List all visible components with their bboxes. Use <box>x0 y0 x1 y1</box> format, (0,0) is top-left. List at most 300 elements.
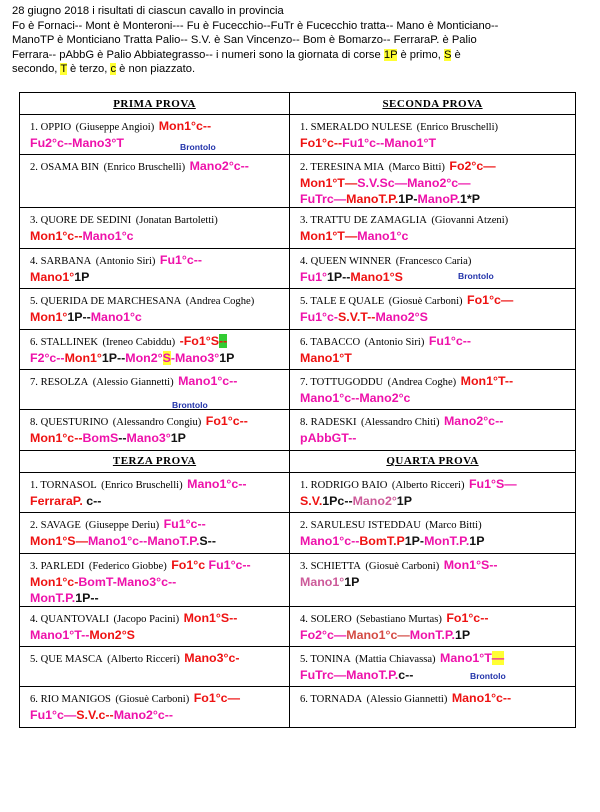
results-line <box>30 574 285 590</box>
results-line <box>300 350 571 366</box>
key-terzo-badge: T <box>60 63 67 75</box>
horse-name: 3. SCHIETTA <box>300 560 361 572</box>
result-token: Fo2°c— <box>449 159 496 174</box>
entry-first-line <box>300 609 571 627</box>
result-token: S <box>210 333 219 348</box>
jockey-name: (Alessio Giannetti) <box>92 376 174 388</box>
result-token: Fo1°c— <box>467 293 514 308</box>
result-token: Mon1° <box>64 350 102 365</box>
inline-results <box>164 517 206 531</box>
horse-name: 8. RADESKI <box>300 417 357 429</box>
table-row <box>20 329 576 369</box>
horse-name: 4. QUANTOVALI <box>30 613 110 625</box>
result-token: Fu1°S— <box>468 476 517 491</box>
result-token: S.V.Sc— <box>357 176 408 191</box>
result-token: 1P- <box>404 534 425 549</box>
key-primo-badge: 1P <box>383 48 398 61</box>
result-token: BomS <box>82 431 119 446</box>
table-row <box>20 289 576 329</box>
result-token: 1P <box>101 350 118 365</box>
entry-first-line <box>30 372 285 390</box>
results-line <box>300 390 571 406</box>
result-token: Mano3° <box>126 431 171 446</box>
entry-first-line <box>300 649 571 667</box>
result-token: Mon1°S— <box>30 534 88 549</box>
horse-entry <box>20 410 290 450</box>
horse-name: 2. OSAMA BIN <box>30 162 100 174</box>
horse-entry <box>20 289 290 329</box>
brontolo-tag: Brontolo <box>180 142 216 152</box>
result-token: ManoT.P. <box>147 534 200 549</box>
result-token: 1P <box>344 574 360 589</box>
inline-results <box>187 477 246 491</box>
table-row <box>20 513 576 553</box>
result-token: Mano1°T-- <box>30 627 90 642</box>
result-token: -- <box>82 310 91 325</box>
key-non-piazzato-text: è non piazzato. <box>116 63 196 75</box>
result-token: ManoT.P. <box>346 667 399 682</box>
horse-name: 1. SMERALDO NULESE <box>300 122 413 133</box>
horse-entry <box>20 553 290 606</box>
result-token: Mano1°c <box>357 229 409 244</box>
inline-results <box>178 374 237 388</box>
entry-first-line <box>300 515 571 533</box>
result-token: MonT.P. <box>30 590 76 605</box>
inline-results <box>444 558 498 572</box>
inline-results <box>469 477 517 491</box>
horse-name: 4. SOLERO <box>300 613 352 625</box>
result-token: Fu1°c— <box>30 708 77 723</box>
inline-results <box>184 651 239 665</box>
table-row <box>20 687 576 727</box>
entry-first-line <box>30 649 285 667</box>
horse-name: 1. TORNASOL <box>30 479 97 491</box>
results-line <box>30 627 285 643</box>
result-token: Fu1° <box>300 269 327 284</box>
horse-name: 7. TOTTUGODDU <box>300 376 384 388</box>
result-token: Mon2° <box>125 350 163 365</box>
result-token: Mano1°c <box>82 229 134 244</box>
result-token: -Mano3°c-- <box>112 574 177 589</box>
entry-first-line <box>30 515 285 533</box>
horse-entry <box>290 687 576 727</box>
jockey-name: (Enrico Bruschelli) <box>101 479 183 491</box>
jockey-name: (Giovanni Atzeni) <box>431 215 509 227</box>
horse-entry <box>20 606 290 646</box>
result-token: 1P <box>326 269 343 284</box>
inline-results <box>467 293 513 307</box>
result-token: 1P <box>170 431 186 446</box>
results-line <box>30 350 285 366</box>
entry-first-line <box>300 332 571 350</box>
heading-row-2 <box>20 450 576 472</box>
results-line <box>300 175 571 191</box>
horse-entry <box>20 513 290 553</box>
brontolo-tag: Brontolo <box>172 399 208 410</box>
jockey-name: (Giuseppe Deriu) <box>85 520 160 532</box>
horse-entry <box>290 289 576 329</box>
result-token: Mano1°c-- <box>451 691 512 706</box>
brontolo-tag: Brontolo <box>458 270 494 281</box>
results-line <box>30 430 285 446</box>
jockey-name: (Andrea Coghe) <box>185 296 255 308</box>
results-line <box>30 228 285 244</box>
result-token: Mano2°c <box>359 390 411 405</box>
header-legend <box>12 4 592 77</box>
result-token: S <box>162 350 171 365</box>
table-row <box>20 410 576 450</box>
result-token: S.V.c-- <box>76 708 114 723</box>
result-token: Mon2°S <box>89 627 135 642</box>
inline-results <box>171 558 250 572</box>
result-token: BomT.P <box>359 534 405 549</box>
horse-name: 5. TONINA <box>300 653 351 665</box>
heading-row-1 <box>20 93 576 115</box>
result-token: Mano1°c-- <box>187 476 247 491</box>
horse-name: 6. STALLINEK <box>30 336 99 348</box>
horse-entry <box>290 410 576 450</box>
horse-entry <box>290 513 576 553</box>
result-token: -- <box>218 333 228 348</box>
horse-name: 3. PARLEDI <box>30 560 85 572</box>
horse-entry <box>290 248 576 288</box>
result-token: 1P-- <box>75 590 99 605</box>
result-token: Mano1°T <box>384 136 437 150</box>
results-table <box>19 92 576 728</box>
inline-results <box>461 374 513 388</box>
results-line <box>300 135 571 151</box>
header-line-2: Fo è Fornaci-- Mont è Monteroni--- Fu è Fucecchio--FuTr è Fucecchio tratta-- Mano è Monticiano-- <box>12 19 499 32</box>
jockey-name: (Ireneo Cabiddu) <box>102 336 176 348</box>
horse-name: 6. RIO MANIGOS <box>30 694 111 706</box>
result-token: Mon1° <box>30 310 68 325</box>
entry-first-line <box>30 157 285 175</box>
results-line <box>300 533 571 549</box>
results-line <box>300 191 571 207</box>
entry-first-line <box>300 412 571 430</box>
result-token: — <box>491 650 505 665</box>
key-non-piazzato-badge: c <box>110 63 117 75</box>
jockey-name: (Jonatan Bartoletti) <box>135 215 218 227</box>
result-token: ManoT.P. <box>346 192 399 207</box>
results-line <box>300 269 571 285</box>
entry-first-line <box>30 475 285 493</box>
inline-results <box>184 611 238 625</box>
result-token: 1P <box>454 627 471 642</box>
entry-first-line <box>300 372 571 390</box>
jockey-name: (Giosuè Carboni) <box>115 694 190 706</box>
result-token: Fo1°c-- <box>300 136 343 150</box>
horse-entry <box>290 553 576 606</box>
horse-entry <box>290 155 576 208</box>
result-token: Fu1°c-- <box>428 333 471 348</box>
jockey-name: (Alberto Ricceri) <box>107 653 180 665</box>
horse-name: 3. TRATTU DE ZAMAGLIA <box>300 215 427 227</box>
key-terzo-text: è terzo, <box>66 63 111 75</box>
horse-name: 2. SARULESU ISTEDDAU <box>300 520 421 532</box>
result-token: Mano2° <box>352 493 397 508</box>
result-token: MonT.P. <box>409 627 455 642</box>
result-token: -- <box>117 350 126 365</box>
result-token: Mano1°T <box>300 350 352 365</box>
horse-name: 5. TALE E QUALE <box>300 296 385 308</box>
result-token: -Mano3° <box>170 350 220 365</box>
key-secondo-text: è <box>451 48 461 61</box>
inline-results <box>206 414 248 428</box>
result-token: Fo1°c— <box>193 691 240 706</box>
jockey-name: (Alessandro Congiu) <box>112 417 202 429</box>
result-token: S.V. <box>300 493 323 508</box>
header-line-4-text: Ferrara-- pAbbG è Palio Abbiategrasso-- i numeri sono la giornata di corse <box>12 48 384 61</box>
result-token: c-- <box>398 667 414 682</box>
horse-entry <box>20 369 290 409</box>
result-token: 1P <box>67 310 83 325</box>
inline-results <box>452 691 511 705</box>
horse-name: 5. QUE MASCA <box>30 653 103 665</box>
result-token: Mano2°c-- <box>443 414 504 429</box>
result-token: 1P <box>396 493 412 508</box>
horse-entry <box>290 646 576 686</box>
horse-entry <box>20 208 290 248</box>
inline-results <box>444 414 503 428</box>
key-secondo-badge: S <box>443 48 452 61</box>
horse-entry <box>290 606 576 646</box>
header-line-4 <box>12 48 592 63</box>
key-primo-text: è primo, <box>397 48 444 61</box>
horse-entry <box>290 115 576 155</box>
result-token: Mano1°c <box>90 310 142 325</box>
inline-results <box>194 691 240 705</box>
horse-name: 8. QUESTURINO <box>30 417 109 429</box>
horse-name: 4. QUEEN WINNER <box>300 255 392 267</box>
header-line-3: ManoTP è Monticiano Tratta Palio-- S.V. è San Vincenzo-- Bom è Bomarzo-- FerraraP. è Palio <box>12 34 477 46</box>
result-token: S-- <box>199 534 216 549</box>
table-row <box>20 606 576 646</box>
inline-results <box>180 334 228 348</box>
jockey-name: (Antonio Siri) <box>364 336 425 348</box>
results-line <box>30 135 285 151</box>
result-token: Fu2°c-- <box>30 136 73 150</box>
jockey-name: (Mattia Chiavassa) <box>355 653 436 665</box>
header-line-5 <box>12 62 592 77</box>
result-token: Mano1°c-- <box>300 534 360 549</box>
result-token: 1*P <box>460 192 480 207</box>
result-token: FuTrc— <box>300 192 347 207</box>
horse-entry <box>290 472 576 512</box>
jockey-name: (Enrico Bruschelli) <box>416 122 499 133</box>
result-token: Mano1°c— <box>346 627 410 642</box>
table-row <box>20 646 576 686</box>
horse-name: 4. SARBANA <box>30 255 92 267</box>
result-token: Mano3°c- <box>184 650 240 665</box>
result-token: Mano2°c-- <box>189 159 249 174</box>
result-token: Mon1°c-- <box>30 229 83 244</box>
jockey-name: (Francesco Caria) <box>395 255 472 267</box>
result-token: Fu1°c-- <box>342 136 385 150</box>
horse-entry <box>20 646 290 686</box>
jockey-name: (Marco Bitti) <box>425 520 482 532</box>
results-line <box>30 269 285 285</box>
jockey-name: (Antonio Siri) <box>95 255 156 267</box>
heading-prima: PRIMA PROVA <box>20 93 290 115</box>
results-line <box>300 228 571 244</box>
result-token: ManoP. <box>417 192 461 207</box>
result-token: Mano2°S <box>375 310 428 325</box>
inline-results <box>449 159 495 173</box>
horse-name: 6. TORNADA <box>300 694 363 706</box>
horse-entry <box>20 155 290 208</box>
result-token: Mano2°c-- <box>113 708 174 723</box>
result-token: MonT.P. <box>424 534 470 549</box>
result-token: Mon1°c-- <box>158 119 212 133</box>
horse-name: 2. SAVAGE <box>30 520 81 532</box>
horse-name: 6. TABACCO <box>300 336 361 348</box>
jockey-name: (Federico Giobbe) <box>88 560 167 572</box>
result-token: 1P- <box>398 192 418 207</box>
jockey-name: (Alessandro Chiti) <box>360 417 440 429</box>
result-token: Fu1°c-- <box>159 252 203 267</box>
entry-first-line <box>300 117 571 135</box>
result-token: -Fo1° <box>179 333 211 348</box>
result-token: Mano1°c-- <box>178 373 238 388</box>
header-line-5-text: secondo, <box>12 63 61 75</box>
results-line <box>300 574 571 590</box>
entry-first-line <box>300 251 571 269</box>
result-token: c-- <box>82 493 102 508</box>
results-line <box>30 309 285 325</box>
result-token: 1Pc-- <box>322 493 353 508</box>
results-line <box>30 590 285 606</box>
jockey-name: (Giosuè Carboni) <box>365 560 440 572</box>
table-row <box>20 115 576 155</box>
horse-name: 3. QUORE DE SEDINI <box>30 215 132 227</box>
table-row <box>20 248 576 288</box>
entry-first-line <box>30 556 285 574</box>
result-token: Fo1°c-- <box>205 414 248 429</box>
jockey-name: (Sebastiano Murtas) <box>356 613 442 625</box>
jockey-name: (Alberto Ricceri) <box>391 479 465 491</box>
horse-entry <box>20 115 290 155</box>
horse-entry <box>290 329 576 369</box>
horse-name: 2. TERESINA MIA <box>300 162 385 174</box>
horse-entry <box>290 369 576 409</box>
result-token: Mon1°S-- <box>183 610 238 625</box>
results-line <box>300 309 571 325</box>
heading-terza: TERZA PROVA <box>20 450 290 472</box>
result-token: Mano1°S <box>350 269 403 284</box>
result-token: Fo1°c <box>171 557 209 572</box>
entry-first-line <box>30 689 285 707</box>
inline-results <box>190 159 249 173</box>
results-line <box>30 493 285 509</box>
result-token: Fu1°c- <box>300 310 339 325</box>
result-token: S.V.T-- <box>338 310 376 325</box>
entry-first-line <box>30 332 285 350</box>
result-token: Mano1° <box>30 269 75 284</box>
inline-results <box>160 253 202 267</box>
brontolo-tag: Brontolo <box>470 670 506 681</box>
horse-name: 5. QUERIDA DE MARCHESANA <box>30 296 182 308</box>
result-token: Mano1°c-- <box>300 390 360 405</box>
header-line-1: 28 giugno 2018 i risultati di ciascun cavallo in provincia <box>12 5 284 17</box>
entry-first-line <box>300 689 571 707</box>
jockey-name: (Jacopo Pacini) <box>113 613 180 625</box>
table-row <box>20 155 576 208</box>
results-line <box>30 533 285 549</box>
results-line <box>300 430 571 446</box>
horse-name: 7. RESOLZA <box>30 376 89 388</box>
result-token: Mano1°c-- <box>87 534 148 549</box>
horse-entry <box>20 248 290 288</box>
result-token: Mon1°S-- <box>443 557 498 572</box>
inline-results <box>446 611 488 625</box>
entry-first-line <box>300 210 571 228</box>
result-token: 1P <box>74 269 90 284</box>
result-token: Mon1°T— <box>300 176 358 191</box>
result-token: Mano1°T <box>440 650 492 665</box>
entry-first-line <box>300 157 571 175</box>
entry-first-line <box>30 412 285 430</box>
result-token: Mon1°T— <box>300 229 358 244</box>
results-line <box>300 667 571 683</box>
table-row <box>20 472 576 512</box>
results-line <box>300 493 571 509</box>
horse-name: 1. RODRIGO BAIO <box>300 479 388 491</box>
table-row <box>20 208 576 248</box>
result-token: pAbbGT-- <box>300 431 357 446</box>
jockey-name: (Marco Bitti) <box>388 162 445 174</box>
result-token: 1P <box>219 350 235 365</box>
table-row <box>20 369 576 409</box>
result-token: Fo1°c-- <box>446 610 489 625</box>
entry-first-line <box>30 210 285 228</box>
result-token: Fo2°c— <box>300 627 347 642</box>
table-row <box>20 553 576 606</box>
entry-first-line <box>300 291 571 309</box>
inline-results <box>440 651 504 665</box>
entry-first-line <box>30 251 285 269</box>
jockey-name: (Enrico Bruschelli) <box>103 162 186 174</box>
result-token: FuTrc— <box>300 667 347 682</box>
result-token: F2°c-- <box>30 350 65 365</box>
result-token: Mon1°T-- <box>460 373 514 388</box>
result-token: Fu1°c-- <box>163 517 206 532</box>
result-token: Mon1°c- <box>30 574 79 589</box>
jockey-name: (Giuseppe Angioi) <box>75 122 155 133</box>
result-token: Mano2°c— <box>407 176 471 191</box>
results-line <box>30 707 285 723</box>
jockey-name: (Andrea Coghe) <box>387 376 457 388</box>
horse-entry <box>290 208 576 248</box>
heading-quarta: QUARTA PROVA <box>290 450 576 472</box>
jockey-name: (Alessio Giannetti) <box>366 694 448 706</box>
horse-entry <box>20 472 290 512</box>
horse-entry <box>20 687 290 727</box>
jockey-name: (Giosuè Carboni) <box>388 296 463 308</box>
entry-first-line <box>300 556 571 574</box>
result-token: -- <box>118 431 127 446</box>
result-token: 1P <box>469 534 485 549</box>
entry-first-line <box>30 291 285 309</box>
entry-first-line <box>30 609 285 627</box>
horse-entry <box>20 329 290 369</box>
result-token: Mano3°T <box>72 136 124 150</box>
result-token: FerraraP. <box>30 493 83 508</box>
heading-seconda: SECONDA PROVA <box>290 93 576 115</box>
result-token: Mano1° <box>300 574 345 589</box>
inline-results <box>429 334 471 348</box>
result-token: Fu1°c-- <box>208 557 251 572</box>
